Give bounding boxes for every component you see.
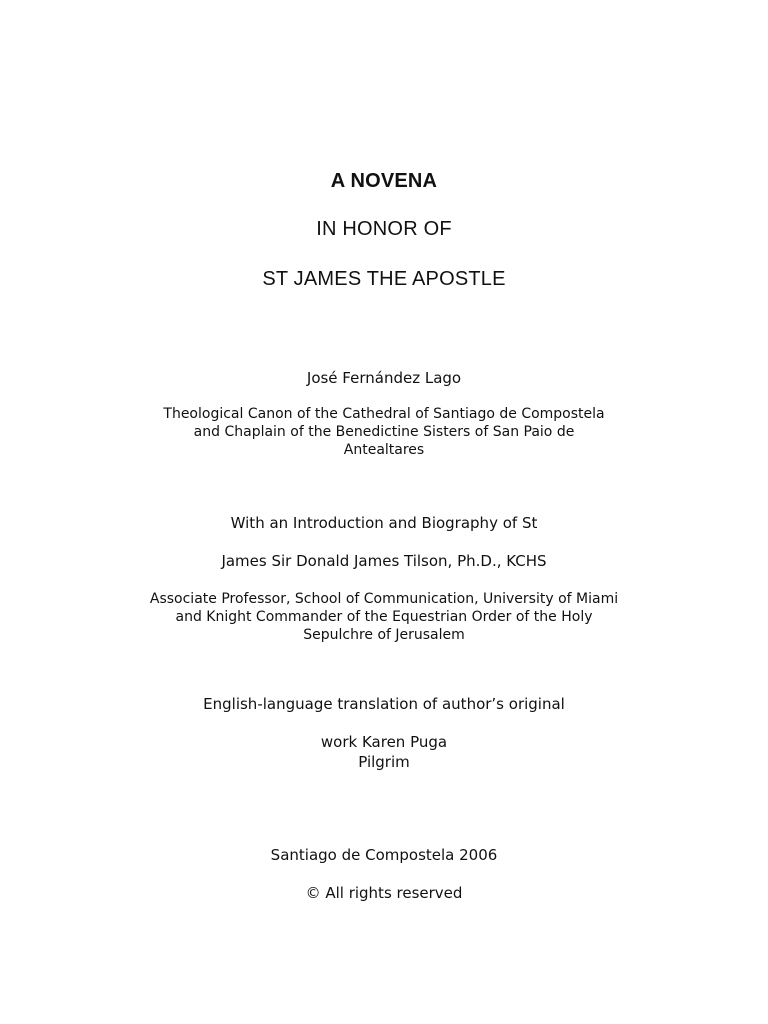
translation-line-2: work Karen Puga [320,733,448,751]
author-affiliation [0,405,768,459]
introducer-affiliation [0,590,768,644]
translation-line-1: English-language translation of author’s original [203,695,565,713]
introducer-affiliation-line: and Knight Commander of the Equestrian Order of the Holy [175,609,593,625]
author-name: José Fernández Lago [306,369,462,387]
introducer-affiliation-line: Associate Professor, School of Communication, University of Miami [149,591,619,607]
title-line-1: A NOVENA [330,170,438,192]
imprint-place-year: Santiago de Compostela 2006 [270,846,498,864]
author-affiliation-line: and Chaplain of the Benedictine Sisters of San Paio de [193,424,575,440]
title-line-3: ST JAMES THE APOSTLE [262,268,506,290]
author-affiliation-line: Theological Canon of the Cathedral of Santiago de Compostela [163,406,605,422]
title-line-2: IN HONOR OF [316,218,452,240]
translation-line-3: Pilgrim [358,753,410,771]
author-affiliation-line: Antealtares [343,442,425,458]
introduction-line-2: James Sir Donald James Tilson, Ph.D., KCHS [221,552,547,570]
imprint-rights: © All rights reserved [305,884,463,902]
introducer-affiliation-line: Sepulchre of Jerusalem [303,627,465,643]
introduction-line-1: With an Introduction and Biography of St [230,514,538,532]
